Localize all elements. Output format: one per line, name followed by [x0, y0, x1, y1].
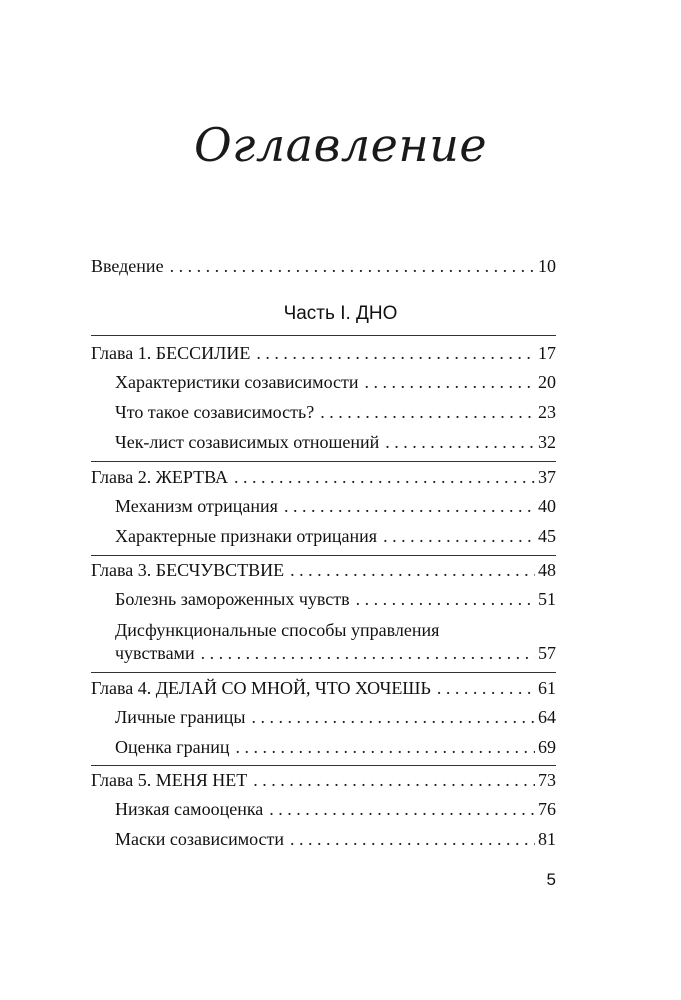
toc-entry-page: 76 [538, 799, 556, 819]
toc-entry-page: 64 [538, 707, 556, 727]
dot-leader [437, 676, 535, 700]
toc-section-3-1[interactable] [115, 587, 556, 611]
dot-leader [269, 797, 535, 821]
dot-leader [234, 465, 535, 489]
dot-leader [236, 735, 536, 759]
page-number: 5 [546, 870, 556, 889]
toc-entry-label: Глава 4. ДЕЛАЙ СО МНОЙ, ЧТО ХОЧЕШЬ [91, 678, 431, 698]
toc-section-4-1[interactable] [115, 705, 556, 729]
divider [91, 672, 556, 673]
toc-entry-label: Глава 5. МЕНЯ НЕТ [91, 770, 248, 790]
toc-entry-page: 37 [538, 467, 556, 487]
toc-entry-label: Болезнь замороженных чувств [115, 589, 350, 609]
dot-leader [284, 494, 535, 518]
toc-heading: Оглавление [193, 118, 488, 172]
toc-chapter-5[interactable] [91, 768, 556, 792]
toc-entry-page: 48 [538, 560, 556, 580]
toc-section-5-1[interactable] [115, 797, 556, 821]
toc-entry-label: Глава 1. БЕССИЛИЕ [91, 343, 251, 363]
toc-entry-label: Характеристики созависимости [115, 372, 359, 392]
toc-chapter-2[interactable] [91, 465, 556, 489]
toc-chapter-1[interactable] [91, 341, 556, 365]
toc-entry-label: Личные границы [115, 707, 246, 727]
dot-leader [385, 430, 535, 454]
toc-entry-label: Механизм отрицания [115, 496, 278, 516]
toc-entry-label: чувствами [115, 643, 195, 663]
dot-leader [256, 341, 535, 365]
toc-entry-page: 20 [538, 372, 556, 392]
dot-leader [251, 705, 535, 729]
divider [91, 335, 556, 336]
toc-entry-label: Низкая самооценка [115, 799, 264, 819]
divider [91, 461, 556, 462]
divider [91, 765, 556, 766]
toc-entry-label: Оценка границ [115, 737, 230, 757]
toc-entry-label: Что такое созависимость? [115, 402, 315, 422]
toc-entry-page: 40 [538, 496, 556, 516]
dot-leader [201, 641, 535, 665]
toc-entry-page: 10 [538, 256, 556, 276]
dot-leader [365, 370, 535, 394]
toc-entry-page: 73 [538, 770, 556, 790]
toc-entry-label: Характерные признаки отрицания [115, 526, 378, 546]
toc-section-3-2[interactable] [115, 641, 556, 665]
toc-section-2-2[interactable] [115, 524, 556, 548]
toc-entry-label: Глава 3. БЕСЧУВСТВИЕ [91, 560, 285, 580]
dot-leader [290, 558, 535, 582]
toc-entry-page: 51 [538, 589, 556, 609]
dot-leader [290, 827, 535, 851]
toc-section-2-1[interactable] [115, 494, 556, 518]
divider [91, 555, 556, 556]
toc-section-3-2-line1[interactable]: Дисфункциональные способы управления [115, 620, 440, 640]
dot-leader [170, 254, 535, 278]
dot-leader [320, 400, 535, 424]
toc-entry-label: Глава 2. ЖЕРТВА [91, 467, 228, 487]
toc-entry-page: 23 [538, 402, 556, 422]
toc-entry-label: Введение [91, 256, 164, 276]
part-title: Часть I. ДНО [283, 303, 398, 324]
toc-section-4-2[interactable] [115, 735, 556, 759]
toc-entry-page: 81 [538, 829, 556, 849]
toc-chapter-4[interactable] [91, 676, 556, 700]
toc-entry-intro[interactable] [91, 254, 556, 278]
toc-entry-label: Чек-лист созависимых отношений [115, 432, 380, 452]
toc-entry-page: 61 [538, 678, 556, 698]
dot-leader [356, 587, 535, 611]
toc-section-1-2[interactable] [115, 400, 556, 424]
toc-entry-page: 45 [538, 526, 556, 546]
dot-leader [383, 524, 535, 548]
toc-entry-page: 32 [538, 432, 556, 452]
toc-section-5-2[interactable] [115, 827, 556, 851]
toc-entry-page: 17 [538, 343, 556, 363]
toc-entry-page: 69 [538, 737, 556, 757]
toc-entry-page: 57 [538, 643, 556, 663]
toc-section-1-1[interactable] [115, 370, 556, 394]
toc-entry-label: Маски созависимости [115, 829, 285, 849]
toc-chapter-3[interactable] [91, 558, 556, 582]
dot-leader [253, 768, 535, 792]
toc-section-1-3[interactable] [115, 430, 556, 454]
